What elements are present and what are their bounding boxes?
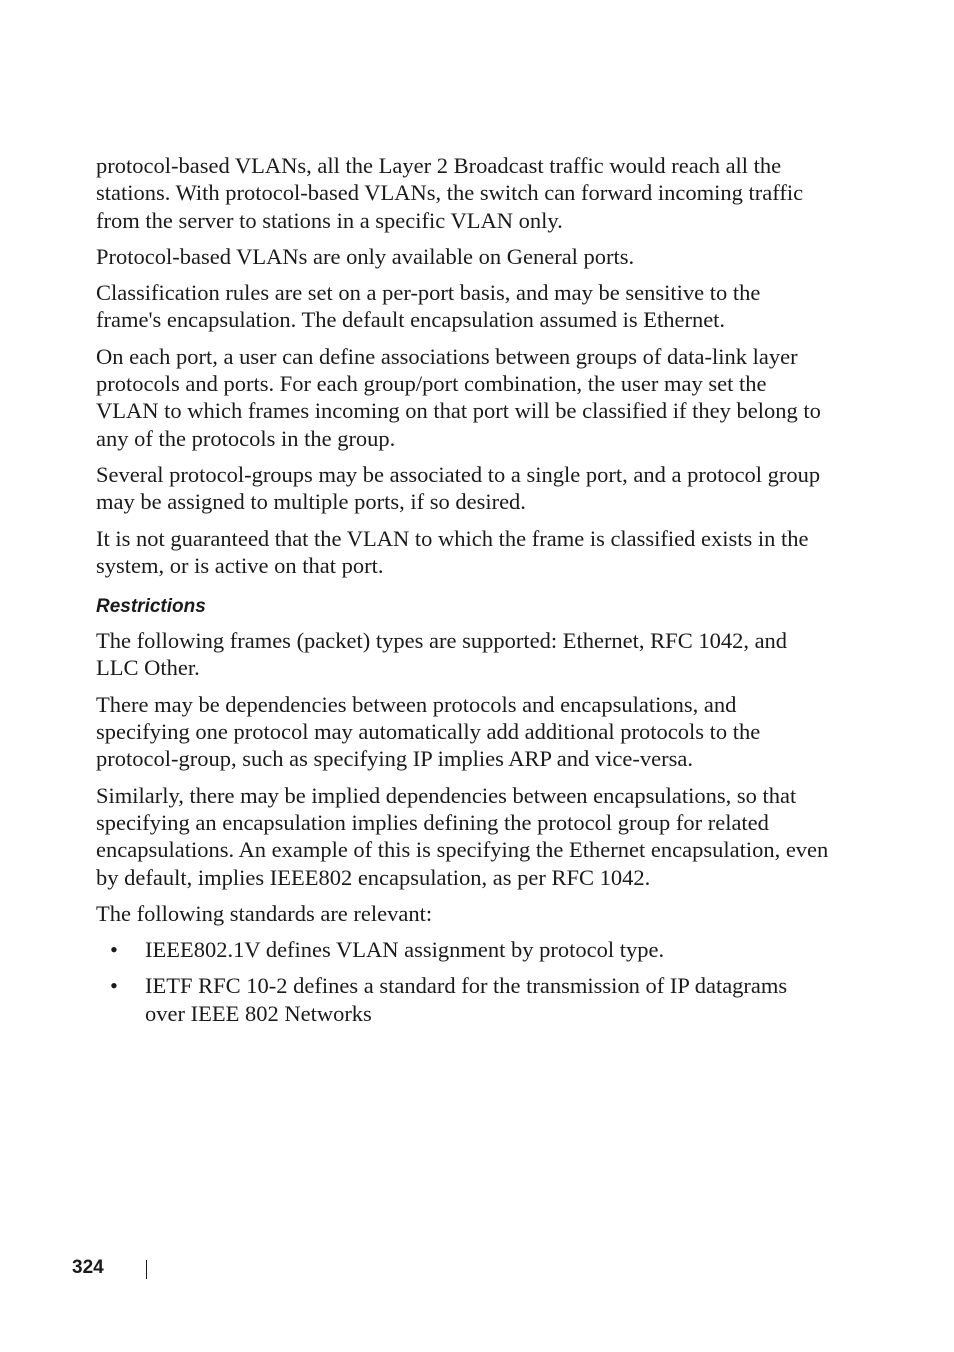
restrictions-heading: Restrictions — [96, 596, 206, 618]
paragraph-vlan-not-guaranteed: It is not guaranteed that the VLAN to which the frame is classified exists in the system, or is active on that port. — [96, 525, 809, 578]
paragraph-protocol-dependencies: There may be dependencies between protocols and encapsulations, and specifying one protocol may automatically add additional protocols to the protocol-group, such as specifying IP implies ARP and vice-versa. — [96, 691, 761, 772]
paragraph-protocol-vlan-broadcast: protocol-based VLANs, all the Layer 2 Broadcast traffic would reach all the stations. With protocol-based VLANs, the switch can forward incoming traffic from the server to stations in a specific VLAN only. — [96, 153, 804, 233]
page-number: 324 — [72, 1257, 104, 1278]
paragraph-encapsulation-dependencies: Similarly, there may be implied dependencies between encapsulations, so that specifying an encapsulation implies defining the protocol group for related encapsulations. An example of this is specifying the Ethernet encapsulation, even by default, implies IEEE802 encapsulation, as per RFC 1042. — [96, 782, 829, 890]
bullet-icon: • — [110, 973, 118, 999]
list-item-text: IEEE802.1V defines VLAN assignment by protocol type. — [145, 937, 665, 963]
paragraph-supported-frames: The following frames (packet) types are supported: Ethernet, RFC 1042, and LLC Other. — [96, 628, 788, 681]
bullet-icon: • — [110, 937, 118, 963]
footer-divider — [146, 1260, 147, 1279]
paragraph-general-ports: Protocol-based VLANs are only available on General ports. — [96, 243, 635, 269]
standards-list — [96, 936, 831, 1027]
paragraph-protocol-groups: Several protocol-groups may be associated to a single port, and a protocol group may be assigned to multiple ports, if so desired. — [96, 461, 821, 515]
list-item-text: IETF RFC 10-2 defines a standard for the transmission of IP datagrams over IEEE 802 Networks — [145, 973, 788, 1026]
list-item — [96, 936, 831, 963]
page-body — [96, 152, 831, 1036]
paragraph-port-associations: On each port, a user can define associations between groups of data-link layer protocols and ports. For each group/port combination, the user may set the VLAN to which frames incoming on that port will be classified if they belong to any of the protocols in the group. — [96, 343, 821, 451]
paragraph-standards-intro: The following standards are relevant: — [96, 900, 433, 926]
paragraph-classification-rules: Classification rules are set on a per-port basis, and may be sensitive to the frame's encapsulation. The default encapsulation assumed is Ethernet. — [96, 280, 761, 333]
list-item — [96, 972, 831, 1027]
